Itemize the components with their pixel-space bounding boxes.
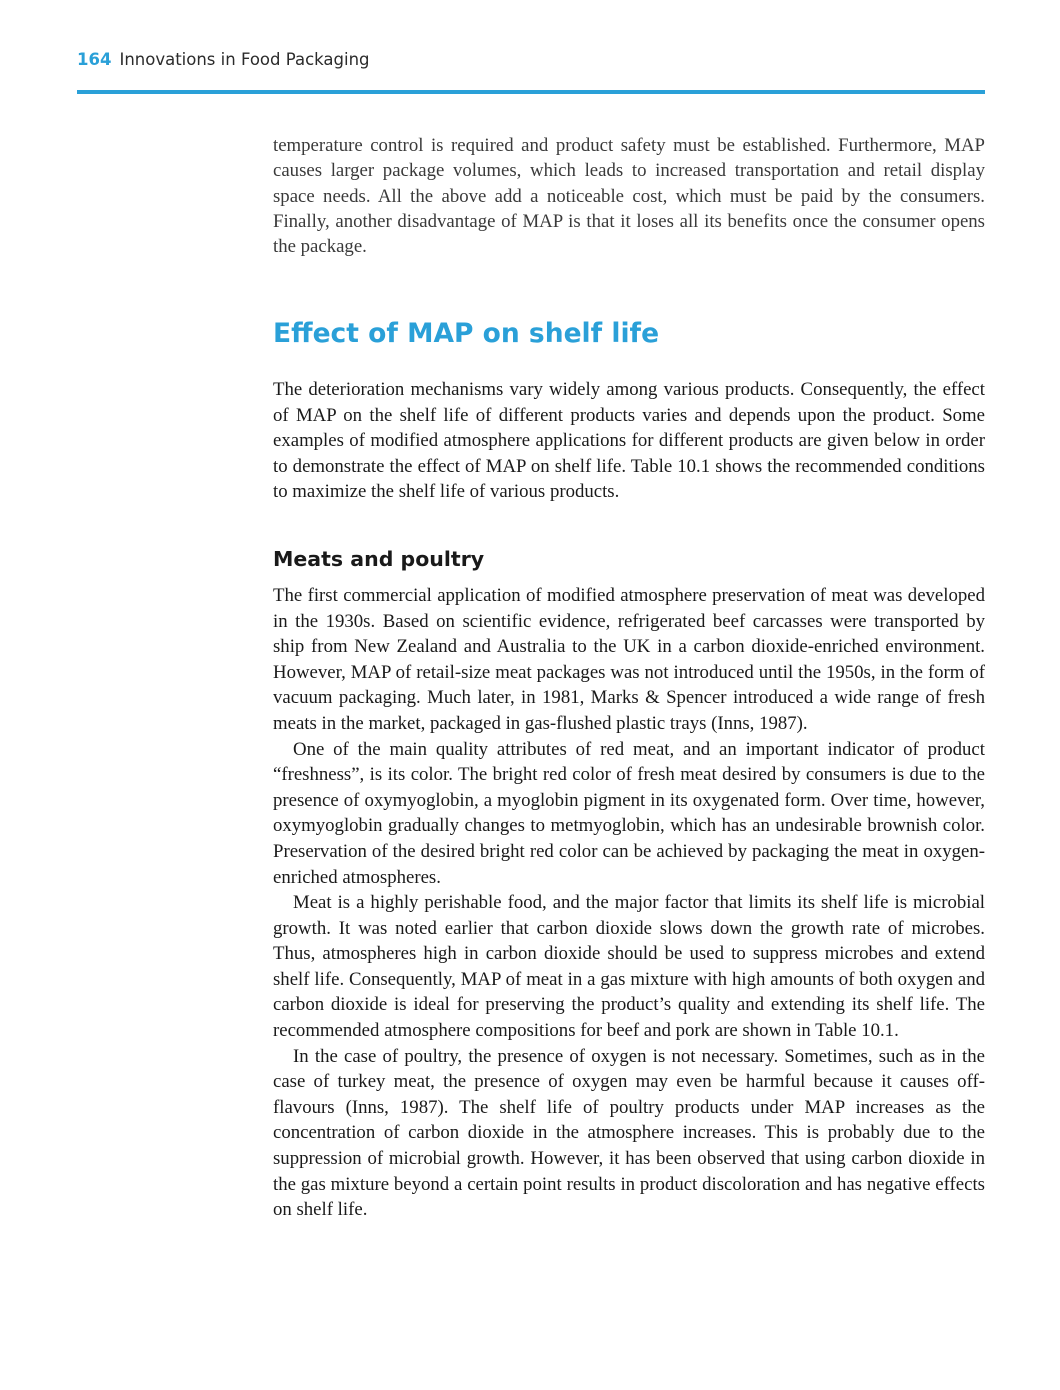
intro-block <box>273 133 985 259</box>
book-title: Innovations in Food Packaging <box>119 50 370 69</box>
body-paragraph: In the case of poultry, the presence of oxygen is not necessary. Sometimes, such as in the case of turkey meat, the presence of oxygen may even be harmful because it causes off-flavours (Inns, 1987). The shelf life of poultry products under MAP increases as the concentration of carbon dioxide in the atmosphere increases. This is probably due to the suppression of microbial growth. However, it has been observed that using carbon dioxide in the gas mixture beyond a certain point results in product discoloration and has negative effects on shelf life. <box>273 1045 985 1221</box>
header-rule <box>77 90 985 94</box>
section-paragraph: The deterioration mechanisms vary widely among various products. Consequently, the effect of MAP on the shelf life of different products varies and depends upon the product. Some examples of modified atmosphere applications for different products are given below in order to demonstrate the effect of MAP on shelf life. Table 10.1 shows the recommended conditions to maximize the shelf life of various products. <box>273 379 985 503</box>
page-content <box>273 133 985 1223</box>
body-paragraph: Meat is a highly perishable food, and the major factor that limits its shelf life is microbial growth. It was noted earlier that carbon dioxide slows down the growth rate of microbes. Thus, atmospheres high in carbon dioxide should be used to suppress microbes and extend shelf life. Consequently, MAP of meat in a gas mixture with high amounts of both oxygen and carbon dioxide is ideal for preserving the product’s quality and extending its shelf life. The recommended atmosphere compositions for beef and pork are shown in Table 10.1. <box>273 892 985 1042</box>
intro-paragraph: temperature control is required and product safety must be established. Furthermore, MAP causes larger package volumes, which leads to increased transportation and retail display space needs. All the above add a noticeable cost, which must be paid by the consumers. Finally, another disadvantage of MAP is that it loses all its benefits once the consumer opens the package. <box>273 135 985 258</box>
body-paragraph: One of the main quality attributes of red meat, and an important indicator of product “freshness”, is its color. The bright red color of fresh meat desired by consumers is due to the presence of oxymyoglobin, a myoglobin pigment in its oxygenated form. Over time, however, oxymyoglobin gradually changes to metmyoglobin, which has an undesirable brownish color. Preservation of the desired bright red color can be achieved by packaging the meat in oxygen-enriched atmospheres. <box>273 738 985 888</box>
section-title: Effect of MAP on shelf life <box>273 318 660 350</box>
running-head <box>77 50 370 69</box>
subsection-title: Meats and poultry <box>273 546 485 571</box>
body-paragraph: The first commercial application of modified atmosphere preservation of meat was developed in the 1930s. Based on scientific evidence, refrigerated beef carcasses were transported by ship from New Zealand and Australia to the UK in a carbon dioxide-enriched environment. However, MAP of retail-size meat packages was not introduced until the 1950s, in the form of vacuum packaging. Much later, in 1981, Marks & Spencer introduced a wide range of fresh meats in the market, packaged in gas-flushed plastic trays (Inns, 1987). <box>273 584 985 734</box>
subsection-body <box>273 583 985 1223</box>
page-number: 164 <box>77 50 112 69</box>
